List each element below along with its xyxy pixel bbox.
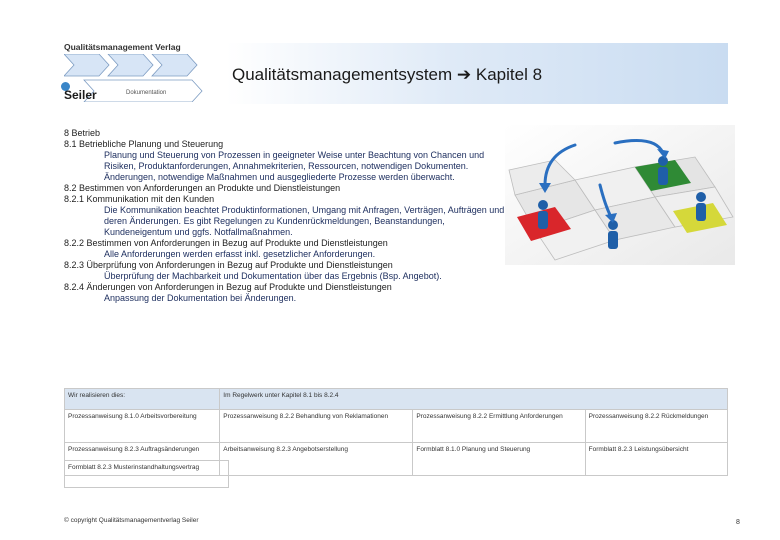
table-cell[interactable]: Prozessanweisung 8.2.2 Rückmeldungen [585,410,727,443]
heading-8-2: 8.2 Bestimmen von Anforderungen an Produkte und Dienstleistungen [64,183,341,193]
heading-8-2-2: 8.2.2 Bestimmen von Anforderungen in Bezug auf Produkte und Dienstleistungen [64,238,388,248]
table-header-row [65,389,728,410]
copyright-footer: © copyright Qualitätsmanagementverlag Seiler [64,517,199,524]
table-extra-cell[interactable]: Formblatt 8.2.3 Musterinstandhaltungsvertrag [64,460,229,488]
puzzle-people-illustration [505,125,735,265]
heading-8-2-3: 8.2.3 Überprüfung von Anforderungen in Bezug auf Produkte und Dienstleistungen [64,260,393,270]
text-8-2-3: Überprüfung der Machbarkeit und Dokumentation über das Ergebnis (Bsp. Angebot). [104,271,442,281]
table-row [65,410,728,443]
page-number: 8 [736,519,740,526]
logo-brand: Seiler [64,88,97,102]
heading-8-2-1: 8.2.1 Kommunikation mit den Kunden [64,194,215,204]
heading-8: 8 Betrieb [64,128,101,138]
table-cell[interactable]: Prozessanweisung 8.1.0 Arbeitsvorbereitung [65,410,220,443]
chapter-text: Kapitel 8 [475,65,543,84]
table-cell[interactable]: Formblatt 8.2.3 Leistungsübersicht [585,443,727,476]
table-cell[interactable]: Prozessanweisung 8.2.2 Ermittlung Anforderungen [413,410,585,443]
table-head-left: Wir realisieren dies: [65,389,220,410]
table-cell[interactable]: Formblatt 8.1.0 Planung und Steuerung [413,443,585,476]
logo-subtitle: Dokumentation [126,90,167,96]
publisher-logo [64,42,234,104]
text-8-1: Planung und Steuerung von Prozessen in geeigneter Weise unter Beachtung von Chancen und Risiken, Produktanforderungen, Annahmekriterien, Ressourcen, notwendigen Dokumenten. Änderungen, notwendige Maßnahmen und ausgegliederte Prozesse werden überwacht. [104,150,485,182]
chapter-content [64,128,514,304]
logo-title: Qualitätsmanagement Verlag [64,42,181,52]
table-cell[interactable]: Prozessanweisung 8.2.3 Auftragsänderungen [65,443,220,476]
arrow-right-icon: ➔ [456,65,472,84]
title-banner [226,43,728,104]
title-text: Qualitätsmanagementsystem [232,65,453,84]
table-cell[interactable]: Arbeitsanweisung 8.2.3 Angebotserstellung [220,443,413,476]
text-8-2-1: Die Kommunikation beachtet Produktinformationen, Umgang mit Anfragen, Verträgen, Aufträgen und deren Änderungen. Es gibt Regelungen zu Kundenrückmeldungen, Beanstandungen, Kundeneigentum und ggfs. Notfallmaßnahmen. [104,205,505,237]
heading-8-1: 8.1 Betriebliche Planung und Steuerung [64,139,224,149]
page-title [232,65,542,85]
heading-8-2-4: 8.2.4 Änderungen von Anforderungen in Bezug auf Produkte und Dienstleistungen [64,282,392,292]
table-cell[interactable]: Prozessanweisung 8.2.2 Behandlung von Reklamationen [220,410,413,443]
text-8-2-2: Alle Anforderungen werden erfasst inkl. gesetzlicher Anforderungen. [104,249,376,259]
text-8-2-4: Anpassung der Dokumentation bei Änderungen. [104,293,297,303]
table-head-right: Im Regelwerk unter Kapitel 8.1 bis 8.2.4 [220,389,728,410]
